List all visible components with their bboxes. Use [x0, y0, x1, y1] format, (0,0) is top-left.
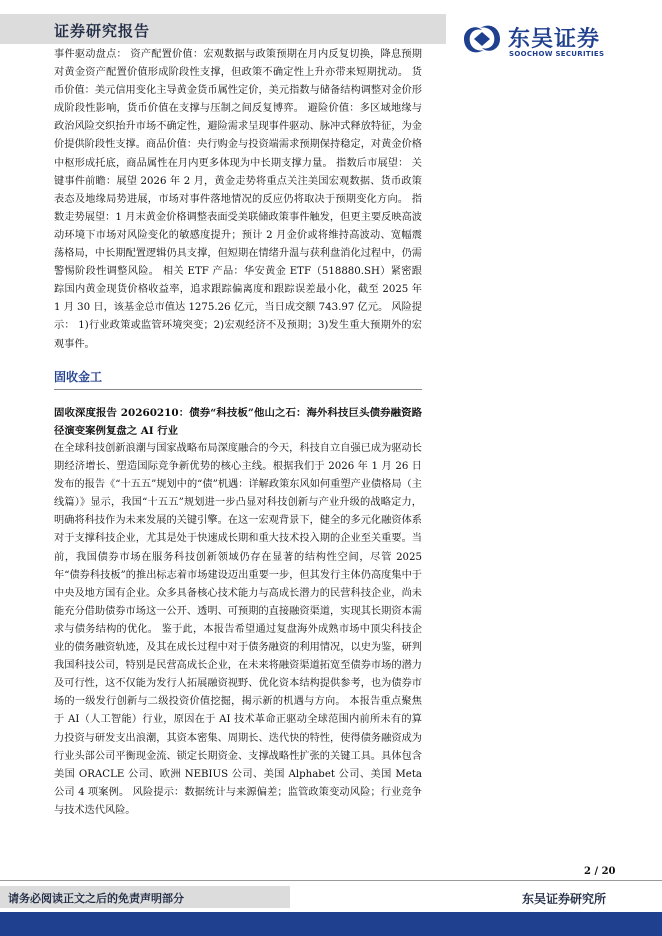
tech-bond-paragraph: 在全球科技创新浪潮与国家战略布局深度融合的今天，科技自立自强已成为驱动长期经济增长、塑造国际竞争新优势的核心主线。根据我们于 2026 年 1 月 26 日发布的报告《“十五五”规划中的“债”机遇：详解政策东风如何重塑产业债格局（主线篇）》显示，我国“十五五”规划进一步凸显对科技创新与产业升级的战略定力，明确将科技作为未来发展的关键引擎。在这一宏观背景下，健全的多元化融资体系对于支撑科技企业，尤其是处于快速成长期和重大技术投入期的企业至关重要。当前，我国债券市场在服务科技创新领域仍存在显著的结构性空间，尽管 2025 年“债券科技板”的推出标志着市场建设迈出重要一步，但其发行主体仍高度集中于中央及地方国有企业。众多具备核心技术能力与高成长潜力的民营科技企业，尚未能充分借助债券市场这一公开、透明、可预期的直接融资渠道，实现其长期资本需求与债务结构的优化。 鉴于此，本报告希望通过复盘海外成熟市场中顶尖科技企业的债务融资轨迹，及其在成长过程中对于债务融资的利用情况，以史为鉴，研判我国科技公司，特别是民营高成长企业，在未来将融资渠道拓宽至债券市场的潜力及可行性，这不仅能为发行人拓展融资视野、优化资本结构提供参考，也为债券市场的一级发行创新与二级投资价值挖掘，揭示新的机遇与方向。 本报告重点聚焦于 AI（人工智能）行业，原因在于 AI 技术革命正驱动全球范围内前所未有的算力投资与研发支出浪潮，其资本密集、周期长、迭代快的特性，使得债务融资成为行业头部公司平衡现金流、锁定长期资金、支撑战略性扩张的关键工具。具体包含美国 ORACLE 公司、欧洲 NEBIUS 公司、美国 Alphabet 公司、美国 Meta 公司 4 项案例。 风险提示：数据统计与来源偏差；监管政策变动风险；行业竞争与技术迭代风险。 [54, 443, 422, 816]
bottom-bar [0, 912, 662, 936]
gold-analysis-paragraph: 事件驱动盘点： 资产配置价值：宏观数据与政策预期在月内反复切换，降息预期对黄金资产配置价值形成阶段性支撑，但政策不确定性上升亦带来短期扰动。 货币价值：美元信用变化主导黄金货币属性定价，美元指数与储备结构调整对金价形成阶段性影响，货币价值在支撑与压制之间反复博弈。 避险价值：多区域地缘与政治风险交织抬升市场不确定性，避险需求呈现事件驱动、脉冲式释放特征，为金价提供阶段性支撑。商品价值：央行购金与投资端需求预期保持稳定，对黄金价格中枢形成托底，商品属性在月内更多体现为中长期支撑力量。 指数后市展望： 关键事件前瞻：展望 2026 年 2 月，黄金走势将重点关注美国宏观数据、货币政策表态及地缘局势进展，市场对事件落地情况的反应仍将取决于预期变化方向。 指数走势展望：1 月末黄金价格调整表面受美联储政策事件触发，但更主要反映高波动环境下市场对风险变化的敏感度提升；预计 2 月金价或将维持高波动、宽幅震荡格局，中长期配置逻辑仍具支撑，但短期在情绪升温与获利盘消化过程中，仍需警惕阶段性调整风险。 相关 ETF 产品：华安黄金 ETF（518880.SH）紧密跟踪国内黄金现货价格收益率，追求跟踪偏离度和跟踪误差最小化，截至 2025 年 1 月 30 日，该基金总市值达 1275.26 亿元，当日成交额 743.97 亿元。 风险提示： 1)行业政策或监管环境突变；2)宏观经济不及预期；3)发生重大预期外的宏观事件。 [54, 49, 422, 350]
company-logo [462, 22, 652, 62]
logo-text-cn: 东吴证券 [508, 27, 601, 52]
header-title: 证券研究报告 [54, 22, 151, 40]
report-title: 固收深度报告 20260210：债券“科技板”他山之石：海外科技巨头债券融资路径演变案例复盘之 AI 行业 [54, 406, 422, 437]
footer-rule [0, 880, 662, 881]
logo-text-en: SOOCHOW SECURITIES [509, 50, 605, 58]
main-content [54, 46, 422, 820]
section-divider [54, 389, 422, 390]
disclaimer-text: 请务必阅读正文之后的免责声明部分 [8, 892, 184, 905]
section-heading: 固收金工 [54, 369, 103, 384]
soochow-logo-icon [462, 22, 502, 56]
institute-name: 东吴证券研究所 [522, 892, 607, 906]
page-number: 2 / 20 [584, 866, 616, 877]
